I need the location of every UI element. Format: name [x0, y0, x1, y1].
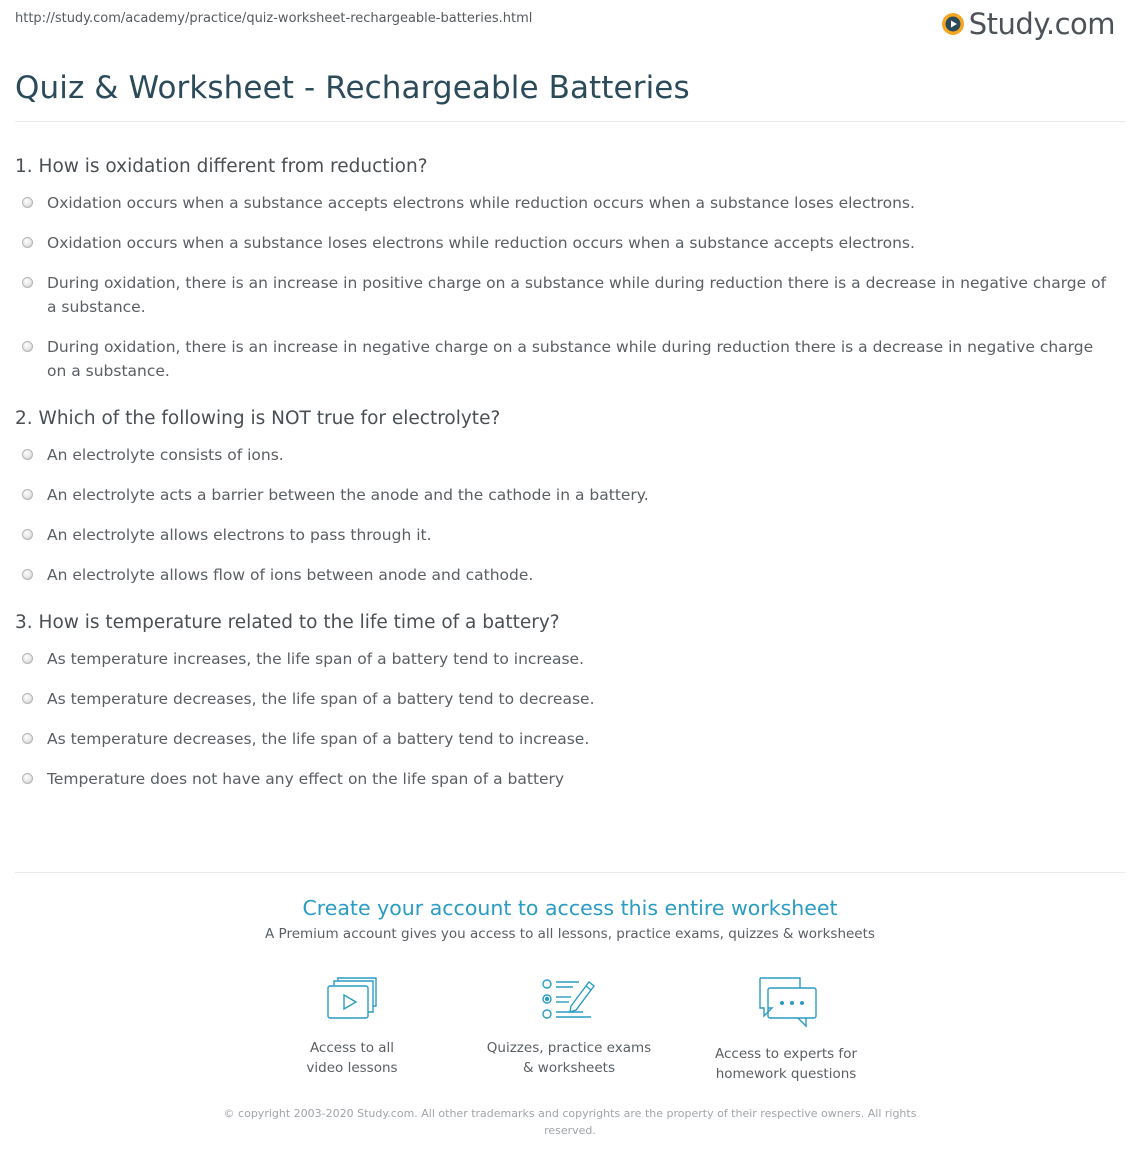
question-title: 1. How is oxidation different from reduction? — [15, 156, 428, 177]
answer-text: During oxidation, there is an increase in negative charge on a substance while during reduction there is a decrease in negative charge on a substance. — [47, 338, 1094, 380]
feature-experts — [686, 976, 886, 1084]
answer-text: An electrolyte acts a barrier between the anode and the cathode in a battery. — [47, 486, 649, 504]
chat-bubbles-icon — [754, 976, 818, 1028]
feature-label — [686, 1044, 886, 1084]
answer-option[interactable] — [15, 523, 1110, 547]
feature-label-line1: Quizzes, practice exams — [486, 1040, 652, 1056]
radio-button-icon[interactable] — [22, 693, 33, 704]
question-3 — [15, 610, 1110, 791]
answer-option[interactable] — [15, 335, 1110, 383]
feature-label-line1: Access to experts for — [714, 1046, 857, 1062]
cta-heading-link[interactable]: Create your account to access this entire worksheet — [302, 896, 838, 920]
answer-text: Temperature does not have any effect on the life span of a battery — [47, 770, 565, 788]
answer-text: An electrolyte allows flow of ions between anode and cathode. — [47, 566, 534, 584]
answer-text: An electrolyte consists of ions. — [47, 446, 284, 464]
feature-label-line2: homework questions — [715, 1066, 857, 1082]
video-lesson-icon — [326, 976, 378, 1022]
radio-button-icon[interactable] — [22, 237, 33, 248]
cta-subheading: A Premium account gives you access to all lessons, practice exams, quizzes & worksheets — [265, 926, 875, 942]
question-1 — [15, 154, 1110, 383]
radio-button-icon[interactable] — [22, 569, 33, 580]
radio-button-icon[interactable] — [22, 489, 33, 500]
feature-quizzes — [469, 976, 669, 1078]
question-2 — [15, 406, 1110, 587]
radio-button-icon[interactable] — [22, 529, 33, 540]
answer-text: As temperature increases, the life span of a battery tend to increase. — [47, 650, 585, 668]
answer-option[interactable] — [15, 687, 1110, 711]
answer-option[interactable] — [15, 191, 1110, 215]
question-list — [15, 154, 1110, 814]
radio-button-icon[interactable] — [22, 773, 33, 784]
study-logo[interactable] — [941, 7, 1115, 41]
answer-option[interactable] — [15, 271, 1110, 319]
feature-label — [252, 1038, 452, 1078]
radio-button-icon[interactable] — [22, 449, 33, 460]
answer-option[interactable] — [15, 767, 1110, 791]
question-title: 3. How is temperature related to the life time of a battery? — [15, 612, 560, 633]
feature-label — [469, 1038, 669, 1078]
feature-label-line1: Access to all — [309, 1040, 395, 1056]
copyright-footer: © copyright 2003-2020 Study.com. All other trademarks and copyrights are the property of their respective owners. All rights reserved. — [223, 1107, 917, 1137]
quiz-checklist-icon — [541, 976, 597, 1022]
answer-option[interactable] — [15, 443, 1110, 467]
radio-button-icon[interactable] — [22, 277, 33, 288]
radio-button-icon[interactable] — [22, 341, 33, 352]
feature-video-lessons — [252, 976, 452, 1078]
answer-option[interactable] — [15, 563, 1110, 587]
divider — [15, 872, 1125, 873]
radio-button-icon[interactable] — [22, 733, 33, 744]
question-title: 2. Which of the following is NOT true for electrolyte? — [15, 408, 501, 429]
page-title: Quiz & Worksheet - Rechargeable Batteries — [15, 70, 690, 106]
play-logo-icon — [941, 12, 965, 36]
radio-button-icon[interactable] — [22, 653, 33, 664]
divider — [15, 121, 1125, 122]
answer-text: Oxidation occurs when a substance loses electrons while reduction occurs when a substance accepts electrons. — [47, 234, 915, 252]
answer-text: An electrolyte allows electrons to pass through it. — [47, 526, 432, 544]
radio-button-icon[interactable] — [22, 197, 33, 208]
answer-text: During oxidation, there is an increase in positive charge on a substance while during reduction there is a decrease in negative charge of a substance. — [47, 274, 1107, 316]
answer-option[interactable] — [15, 727, 1110, 751]
answer-option[interactable] — [15, 231, 1110, 255]
answer-option[interactable] — [15, 483, 1110, 507]
answer-text: As temperature decreases, the life span of a battery tend to decrease. — [47, 690, 595, 708]
answer-text: Oxidation occurs when a substance accepts electrons while reduction occurs when a substance loses electrons. — [47, 194, 915, 212]
logo-text: Study.com — [968, 7, 1115, 41]
feature-label-line2: & worksheets — [522, 1060, 615, 1076]
page-url: http://study.com/academy/practice/quiz-worksheet-rechargeable-batteries.html — [15, 11, 533, 26]
answer-text: As temperature decreases, the life span of a battery tend to increase. — [47, 730, 590, 748]
answer-option[interactable] — [15, 647, 1110, 671]
feature-label-line2: video lessons — [306, 1060, 398, 1076]
